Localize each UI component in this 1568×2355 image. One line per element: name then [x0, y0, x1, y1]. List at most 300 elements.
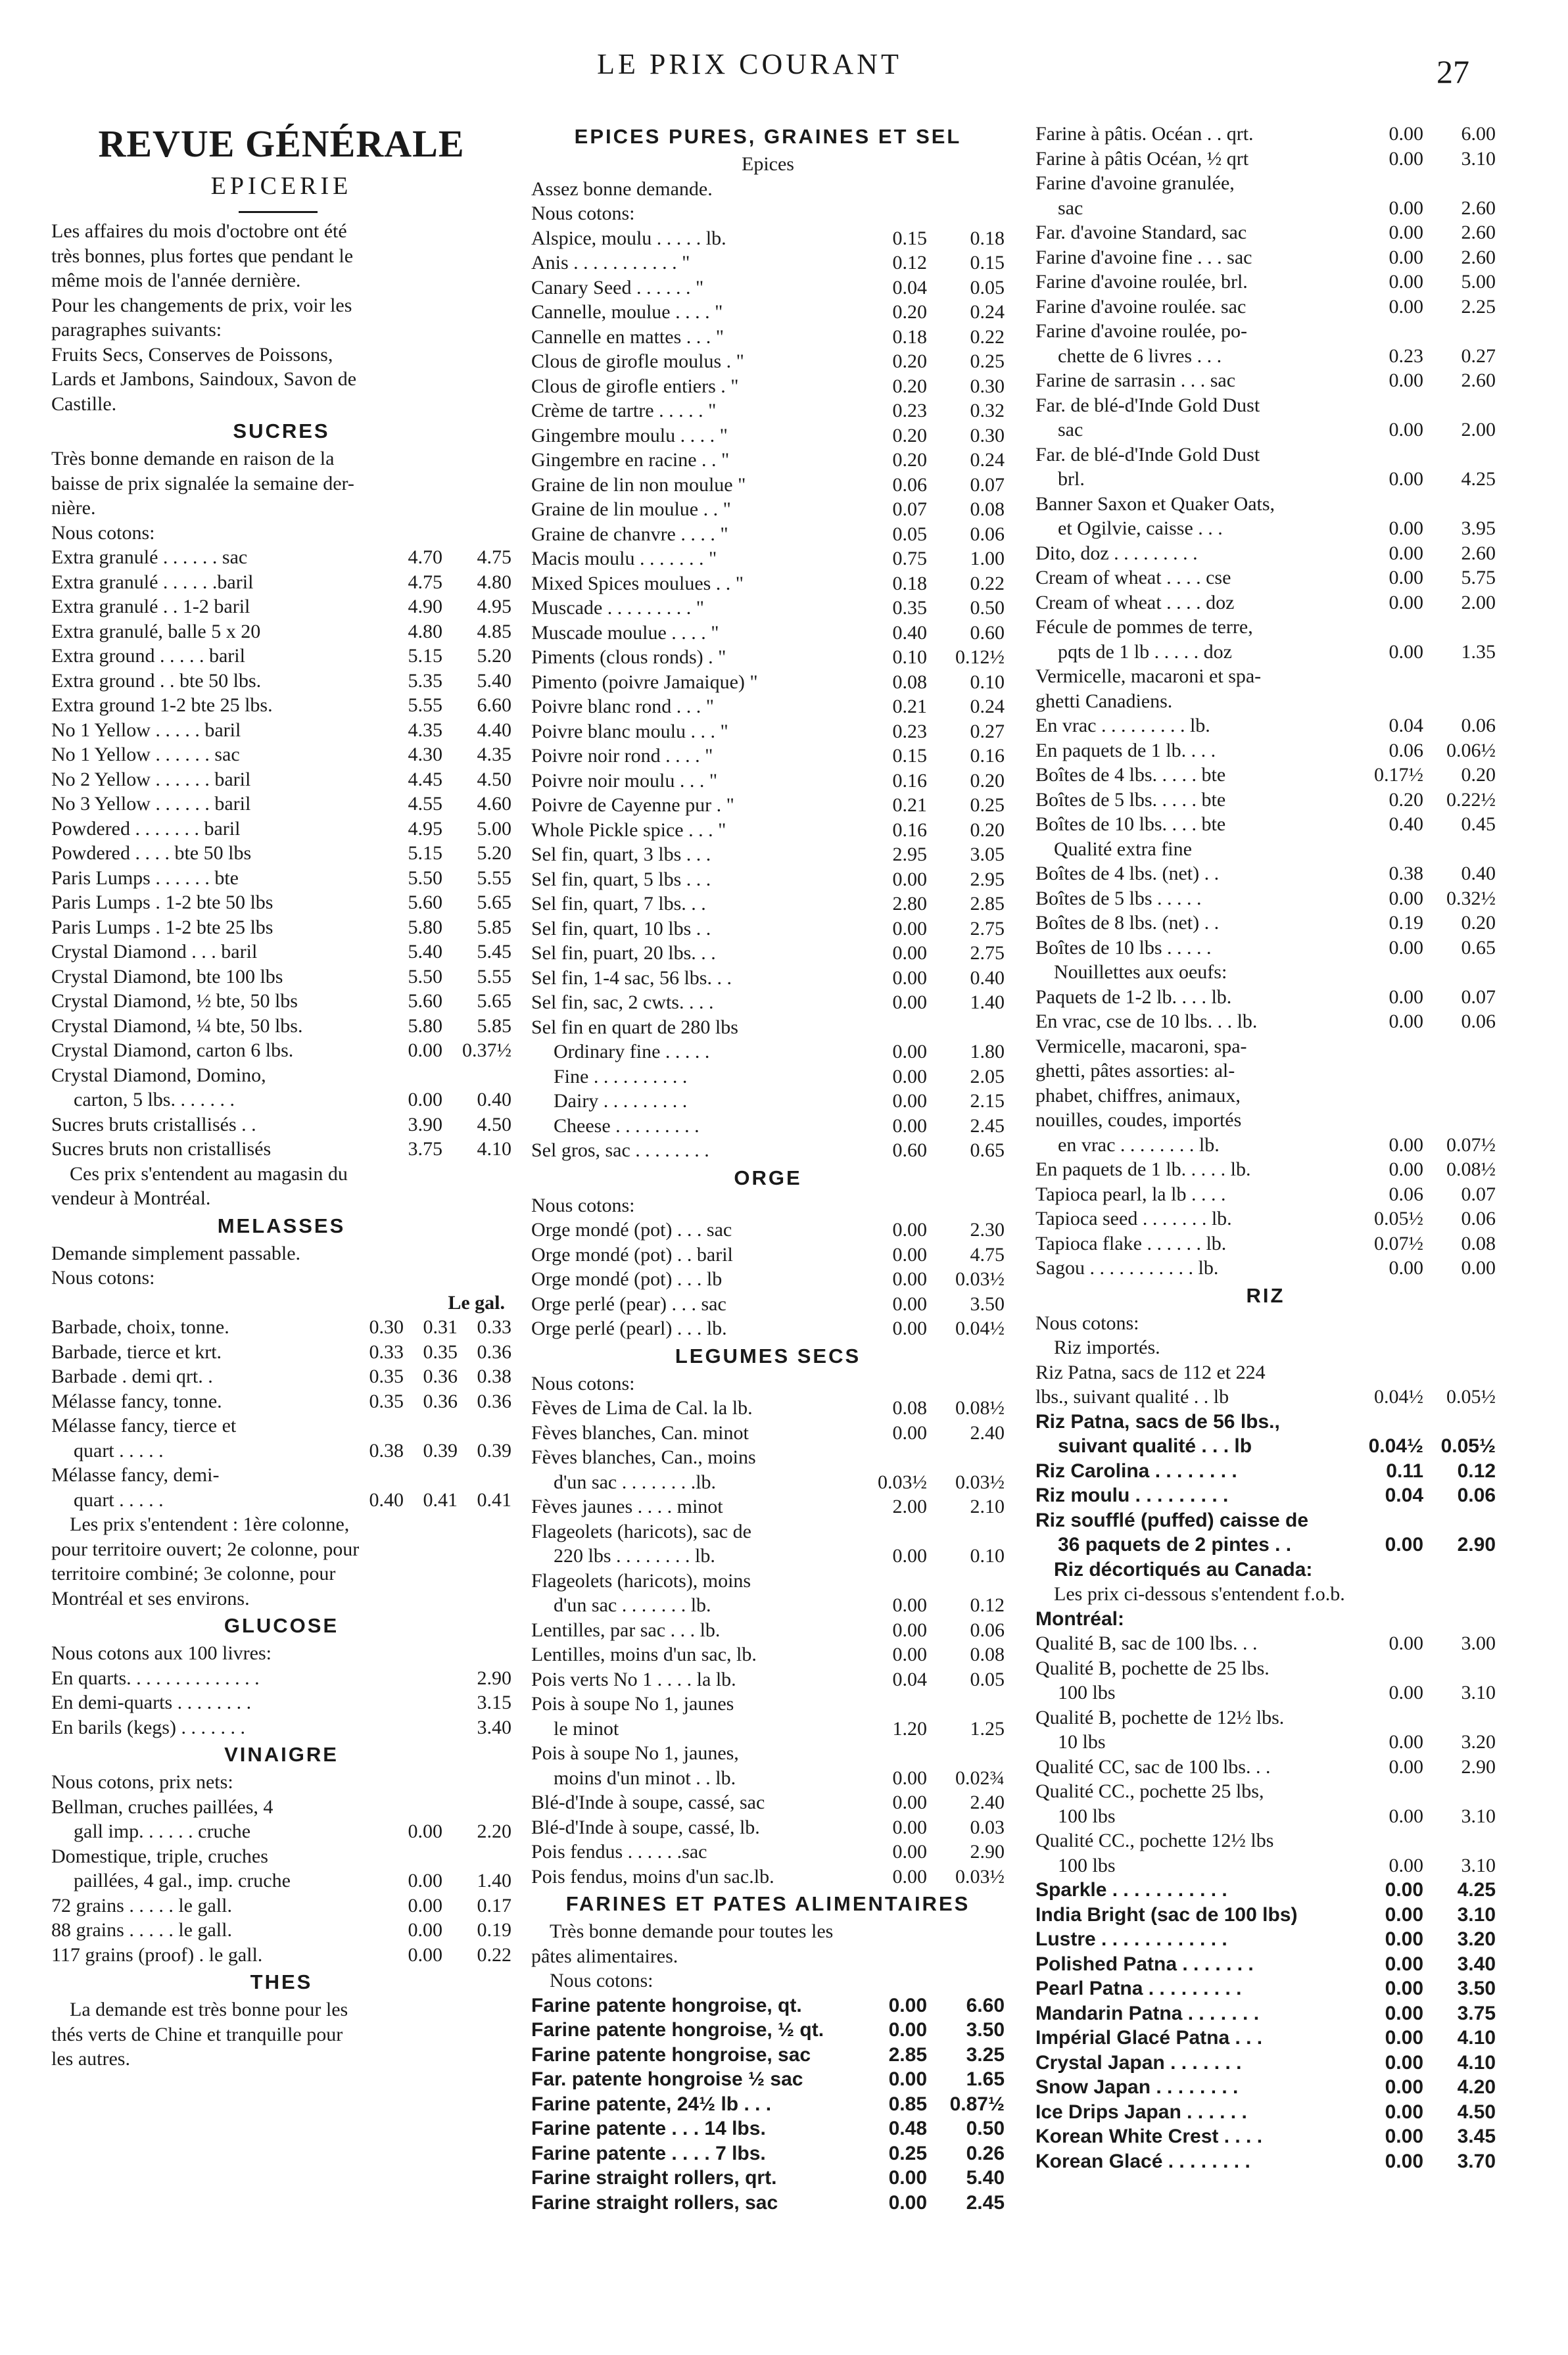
item-label: Lentilles, moins d'un sac, lb.	[531, 1644, 757, 1665]
price-value-2: 3.00	[1461, 1632, 1496, 1654]
price-value-2: 4.80	[477, 571, 511, 593]
price-row	[531, 2092, 1005, 2117]
item-label: No 3 Yellow . . . . . . baril	[51, 793, 251, 815]
price-value-1: 0.00	[1389, 222, 1423, 243]
price-value-2: 0.08½	[955, 1397, 1005, 1419]
price-row	[531, 1267, 1005, 1292]
text-line	[51, 1266, 511, 1291]
price-value-1: 0.00	[892, 991, 927, 1013]
price-value-1: 5.40	[408, 941, 442, 963]
item-label: Macis moulu . . . . . . . "	[531, 548, 717, 569]
price-value-2: 0.05½	[1446, 1386, 1496, 1408]
item-label: India Bright (sac de 100 lbs)	[1035, 1903, 1298, 1926]
price-value-1: 0.00	[888, 2068, 927, 2090]
text-content: Riz Patna, sacs de 56 lbs.,	[1035, 1410, 1280, 1433]
text-line	[1035, 1059, 1496, 1083]
price-value-1: 3.40	[477, 1716, 511, 1738]
price-value-2: 2.05	[970, 1065, 1005, 1087]
section-heading: RIZ	[1246, 1283, 1285, 1307]
price-value-2: 2.30	[970, 1219, 1005, 1241]
text-content: très bonnes, plus fortes que pendant le	[51, 245, 354, 267]
price-value-2: 0.24	[970, 301, 1005, 323]
item-label: Farine d'avoine roulée. sac	[1035, 295, 1247, 318]
price-row	[531, 769, 1005, 794]
price-row	[1035, 1483, 1496, 1508]
text-content: Flageolets (haricots), sac de	[531, 1520, 751, 1542]
price-value-2: 5.45	[477, 941, 511, 963]
price-row	[531, 867, 1005, 892]
price-value-1: 0.08	[892, 1397, 927, 1419]
price-row	[531, 1593, 1005, 1618]
price-value-1: 0.35	[369, 1390, 404, 1412]
text-line	[51, 2047, 511, 2072]
price-value-2: 0.24	[970, 449, 1005, 471]
price-row	[51, 1389, 511, 1414]
item-label: Poivre noir moulu . . . "	[531, 769, 718, 792]
item-label: pqts de 1 lb . . . . . doz	[1058, 640, 1232, 663]
price-value-1: 2.00	[892, 1496, 927, 1517]
text-content: Qualité B, pochette de 25 lbs.	[1035, 1657, 1270, 1679]
text-line	[51, 1586, 511, 1611]
item-label: Cream of wheat . . . . cse	[1035, 567, 1231, 588]
item-label: Orge perlé (pearl) . . . lb.	[531, 1318, 727, 1339]
section-title: REVUE GÉNÉRALE	[98, 122, 465, 165]
price-value-2: 0.30	[970, 424, 1005, 446]
price-value-1: 4.35	[408, 719, 442, 741]
price-row	[1035, 1878, 1496, 1903]
price-row	[1035, 344, 1496, 369]
price-row	[531, 1642, 1005, 1667]
price-value-2: 3.50	[966, 2019, 1005, 2041]
item-label: Ordinary fine . . . . .	[554, 1041, 710, 1062]
text-line	[531, 1371, 1005, 1396]
price-row	[531, 1421, 1005, 1446]
price-value-2: 5.85	[477, 1014, 511, 1037]
item-label: Muscade moulue . . . . "	[531, 621, 719, 644]
item-label: Fèves jaunes . . . . minot	[531, 1496, 723, 1517]
price-row	[51, 594, 511, 619]
text-line	[531, 1919, 1005, 1944]
price-value-1: 0.00	[892, 1865, 927, 1888]
divider	[51, 206, 511, 219]
price-value-2: 0.25	[970, 350, 1005, 372]
price-row	[51, 890, 511, 915]
price-row	[1035, 2100, 1496, 2125]
price-value-1: 0.00	[408, 1919, 442, 1941]
price-row	[531, 1790, 1005, 1815]
price-value-2: 4.60	[477, 793, 511, 815]
price-value-2: 5.20	[477, 645, 511, 667]
item-label: Poivre blanc moulu . . . "	[531, 720, 728, 742]
text-line	[51, 1997, 511, 2022]
price-row	[1035, 1680, 1496, 1705]
price-row	[1035, 220, 1496, 245]
price-value-1: 0.16	[892, 819, 927, 841]
price-value-2: 0.12½	[955, 646, 1005, 668]
price-value-1: 0.00	[888, 1994, 927, 2016]
price-row	[531, 1815, 1005, 1840]
price-value-2: 0.06	[970, 523, 1005, 545]
price-value-2: 2.00	[1461, 591, 1496, 613]
item-label: suivant qualité . . . lb	[1058, 1435, 1252, 1457]
item-label: Boîtes de 4 lbs. (net) . .	[1035, 863, 1220, 884]
price-value-1: 0.00	[1389, 986, 1423, 1008]
text-content: Domestique, triple, cruches	[51, 1845, 268, 1867]
text-content: Far. de blé-d'Inde Gold Dust	[1035, 443, 1260, 465]
price-row	[1035, 1182, 1496, 1207]
price-row	[51, 792, 511, 817]
price-value-1: 0.00	[888, 2191, 927, 2214]
text-content: Nouillettes aux oeufs:	[1054, 961, 1227, 983]
price-row	[1035, 763, 1496, 788]
price-value-1: 0.00	[1385, 2126, 1423, 2147]
price-value-2: 2.60	[1461, 222, 1496, 243]
price-value-2: 4.10	[1457, 2027, 1496, 2049]
price-value-1: 5.60	[408, 990, 442, 1012]
price-value-1: 0.19	[1389, 912, 1423, 934]
text-line	[531, 177, 1005, 202]
item-label: 220 lbs . . . . . . . . lb.	[554, 1545, 715, 1567]
item-label: Paris Lumps . 1-2 bte 50 lbs	[51, 892, 273, 913]
item-label: Boîtes de 5 lbs . . . . .	[1035, 887, 1202, 909]
item-label: Crystal Diamond, ¼ bte, 50 lbs.	[51, 1014, 303, 1037]
price-value-2: 0.25	[970, 794, 1005, 816]
text-line	[531, 1968, 1005, 1993]
text-line	[51, 471, 511, 496]
item-label: 100 lbs	[1058, 1682, 1116, 1703]
price-row	[531, 1766, 1005, 1791]
price-value-2: 0.32	[970, 400, 1005, 421]
item-label: Orge mondé (pot) . . . lb	[531, 1268, 723, 1290]
text-content: Assez bonne demande.	[531, 178, 713, 200]
item-label: Barbade . demi qrt. .	[51, 1366, 213, 1387]
text-line	[51, 1795, 511, 1820]
item-label: brl.	[1058, 468, 1085, 490]
price-value-2: 3.20	[1461, 1731, 1496, 1753]
price-value-1: 0.40	[369, 1488, 404, 1511]
price-row	[531, 1494, 1005, 1519]
price-row	[1035, 1385, 1496, 1410]
text-content: Très bonne demande en raison de la	[51, 448, 335, 469]
text-content: Pois à soupe No 1, jaunes,	[531, 1742, 739, 1764]
price-value-1: 0.00	[1389, 1805, 1423, 1827]
item-label: Fèves de Lima de Cal. la lb.	[531, 1397, 753, 1419]
price-row	[1035, 911, 1496, 936]
price-row	[531, 1316, 1005, 1341]
price-value-1: 0.23	[892, 400, 927, 421]
item-label: No 1 Yellow . . . . . baril	[51, 719, 241, 741]
text-content: Lards et Jambons, Saindoux, Savon de	[51, 368, 357, 390]
item-label: Farine patente hongroise, ½ qt.	[531, 2019, 824, 2041]
price-value-2: 1.25	[970, 1717, 1005, 1740]
price-value-2: 3.10	[1461, 147, 1496, 170]
item-label: Tapioca pearl, la lb . . . .	[1035, 1183, 1226, 1205]
price-row	[1035, 516, 1496, 541]
price-row	[1035, 196, 1496, 221]
price-value-2: 0.03	[970, 1816, 1005, 1838]
price-value-1: 0.00	[1389, 1133, 1423, 1156]
text-content: même mois de l'année dernière.	[51, 270, 301, 291]
price-value-2: 3.10	[1457, 1903, 1496, 1926]
price-row	[1035, 295, 1496, 320]
price-value-1: 0.00	[892, 942, 927, 964]
price-row	[531, 2067, 1005, 2092]
price-row	[531, 744, 1005, 769]
item-label: Sucres bruts cristallisés . .	[51, 1113, 256, 1135]
item-label: Farine patente, 24½ lb . . .	[531, 2093, 772, 2115]
price-value-1: 0.06	[892, 473, 927, 496]
text-content: Nous cotons:	[531, 1372, 635, 1394]
price-value-2: 1.40	[970, 991, 1005, 1013]
text-line	[1035, 1410, 1496, 1435]
item-label: Sagou . . . . . . . . . . . lb.	[1035, 1257, 1219, 1279]
price-value-1: 2.80	[892, 893, 927, 915]
item-label: Sucres bruts non cristallisés	[51, 1138, 272, 1160]
price-value-2: 0.20	[1461, 912, 1496, 934]
price-value-1: 0.38	[1389, 863, 1423, 884]
price-value-1: 0.20	[1389, 788, 1423, 811]
section-subtitle: EPICERIE	[210, 172, 352, 200]
price-row	[51, 693, 511, 718]
price-value-1: 0.00	[1385, 1879, 1423, 1901]
price-row	[1035, 985, 1496, 1010]
price-value-2: 1.00	[970, 548, 1005, 569]
item-label: Extra ground 1-2 bte 25 lbs.	[51, 694, 273, 716]
item-label: Farine patente hongroise, sac	[531, 2043, 811, 2066]
item-label: Mandarin Patna . . . . . . .	[1035, 2002, 1260, 2024]
text-line	[51, 1186, 511, 1211]
item-label: Boîtes de 10 lbs . . . . .	[1035, 936, 1212, 959]
price-value-2: 2.60	[1461, 246, 1496, 268]
price-value-2: 4.10	[477, 1138, 511, 1160]
price-value-1: 0.25	[888, 2142, 927, 2164]
price-row	[51, 841, 511, 866]
column-right	[1035, 122, 1496, 2174]
price-row	[531, 1218, 1005, 1243]
item-label: 72 grains . . . . . le gall.	[51, 1894, 232, 1916]
text-content: Farine d'avoine roulée, po-	[1035, 320, 1247, 342]
price-value-1: 0.00	[892, 1293, 927, 1315]
price-value-2: 0.06	[970, 1619, 1005, 1641]
item-label: Pois fendus . . . . . .sac	[531, 1841, 707, 1863]
price-row	[531, 2191, 1005, 2216]
text-line	[531, 1944, 1005, 1969]
price-value-1: 0.00	[1389, 1158, 1423, 1180]
item-label: Sel fin, quart, 5 lbs . . .	[531, 868, 711, 890]
price-value-2: 0.32½	[1446, 887, 1496, 909]
price-value-1: 0.40	[1389, 813, 1423, 835]
price-row	[51, 1315, 511, 1340]
text-line	[51, 1463, 511, 1488]
price-row	[51, 1087, 511, 1112]
text-content: vendeur à Montréal.	[51, 1187, 211, 1209]
price-value-1: 0.00	[888, 2167, 927, 2189]
item-label: 100 lbs	[1058, 1805, 1116, 1827]
item-label: Pimento (poivre Jamaique) "	[531, 671, 758, 693]
price-row	[1035, 886, 1496, 911]
price-row	[51, 1893, 511, 1918]
price-value-2: 5.40	[966, 2167, 1005, 2189]
text-line	[51, 1063, 511, 1088]
price-value-1: 5.50	[408, 867, 442, 889]
price-value-2: 2.95	[970, 868, 1005, 890]
price-value-1: 4.70	[408, 546, 442, 568]
price-row	[1035, 788, 1496, 813]
price-value-1: 2.95	[892, 844, 927, 865]
price-value-2: 0.00	[1461, 1257, 1496, 1279]
item-label: Powdered . . . . bte 50 lbs	[51, 842, 252, 864]
text-line	[531, 1519, 1005, 1544]
price-value-2: 4.20	[1457, 2076, 1496, 2098]
text-line	[51, 521, 511, 546]
section-heading: EPICES PURES, GRAINES ET SEL	[574, 125, 962, 148]
price-row	[531, 1618, 1005, 1643]
price-value-3: 0.41	[477, 1488, 511, 1511]
price-row	[531, 694, 1005, 719]
price-value-2: 3.10	[1461, 1854, 1496, 1876]
price-row	[51, 570, 511, 595]
price-row	[531, 2043, 1005, 2068]
price-row	[531, 842, 1005, 867]
text-line	[51, 367, 511, 392]
price-value-1: 0.04	[892, 1668, 927, 1690]
text-content: baisse de prix signalée la semaine der-	[51, 472, 354, 494]
page-number: 27	[1437, 53, 1469, 90]
price-value-2: 5.55	[477, 965, 511, 987]
price-row	[531, 596, 1005, 621]
price-value-1: 0.00	[1389, 468, 1423, 490]
price-value-2: 0.03½	[955, 1471, 1005, 1493]
price-value-2: 0.10	[970, 671, 1005, 693]
text-line	[531, 201, 1005, 226]
item-label: Farine straight rollers, qrt.	[531, 2167, 777, 2189]
item-label: Farine straight rollers, sac	[531, 2191, 778, 2214]
item-label: En quarts. . . . . . . . . . . . . .	[51, 1667, 260, 1689]
price-row	[51, 989, 511, 1014]
text-content: thés verts de Chine et tranquille pour	[51, 2023, 343, 2045]
price-row	[531, 2018, 1005, 2043]
price-value-1: 0.00	[1385, 2150, 1423, 2172]
price-value-2: 6.00	[1461, 123, 1496, 145]
price-value-2: 2.45	[966, 2191, 1005, 2214]
price-row	[51, 545, 511, 570]
text-content: Pois à soupe No 1, jaunes	[531, 1693, 734, 1715]
item-label: Qualité CC, sac de 100 lbs. . .	[1035, 1755, 1271, 1778]
item-label: Crystal Diamond . . . baril	[51, 941, 258, 963]
price-row	[1035, 1434, 1496, 1459]
price-value-1: 0.04	[1389, 715, 1423, 736]
price-value-2: 0.40	[970, 966, 1005, 989]
price-value-2: 2.00	[1461, 419, 1496, 440]
price-value-1: 0.35	[369, 1366, 404, 1387]
price-value-2: 4.95	[477, 596, 511, 617]
price-value-1: 0.00	[1389, 419, 1423, 440]
item-label: Extra granulé . . 1-2 baril	[51, 596, 250, 617]
price-value-2: 0.05	[970, 276, 1005, 298]
text-line	[51, 1241, 511, 1266]
item-label: En paquets de 1 lb. . . . . lb.	[1035, 1158, 1251, 1180]
price-value-1: 0.04½	[1374, 1386, 1423, 1408]
price-value-2: 1.65	[966, 2068, 1005, 2090]
item-label: Mélasse fancy, tonne.	[51, 1390, 222, 1412]
price-value-2: 0.35	[423, 1341, 458, 1363]
price-value-2: 2.90	[1461, 1755, 1496, 1778]
price-value-1: 0.00	[1385, 1534, 1423, 1556]
price-value-1: 1.20	[892, 1717, 927, 1740]
price-value-2: 3.95	[1461, 517, 1496, 539]
item-label: Farine à pâtis. Océan . . qrt.	[1035, 123, 1254, 145]
price-value-2: 5.40	[477, 669, 511, 692]
item-label: Pois fendus, moins d'un sac.lb.	[531, 1865, 774, 1888]
item-label: Crystal Diamond, bte 100 lbs	[51, 965, 283, 987]
section-heading: GLUCOSE	[224, 1614, 339, 1637]
section-heading: SUCRES	[233, 419, 330, 442]
price-value-2: 2.75	[970, 942, 1005, 964]
price-value-1: 0.00	[892, 1219, 927, 1241]
item-label: 117 grains (proof) . le gall.	[51, 1943, 263, 1966]
text-content: Très bonne demande pour toutes les	[550, 1920, 834, 1942]
price-value-2: 0.08	[970, 1644, 1005, 1665]
price-row	[531, 1667, 1005, 1692]
text-line	[531, 1193, 1005, 1218]
price-value-1: 0.05½	[1374, 1208, 1423, 1229]
item-label: Piments (clous ronds) . "	[531, 646, 726, 668]
text-line	[51, 1512, 511, 1537]
item-label: Barbade, choix, tonne.	[51, 1316, 229, 1338]
price-value-2: 5.00	[477, 817, 511, 840]
text-line	[1035, 615, 1496, 640]
item-label: 36 paquets de 2 pintes . .	[1058, 1534, 1292, 1556]
price-value-2: 4.10	[1457, 2051, 1496, 2074]
price-row	[51, 742, 511, 767]
price-value-1: 0.20	[892, 424, 927, 446]
item-label: Orge perlé (pear) . . . sac	[531, 1293, 726, 1315]
item-label: Sel fin, quart, 7 lbs. . .	[531, 893, 706, 915]
price-row	[51, 1943, 511, 1968]
text-line	[51, 2022, 511, 2047]
price-value-2: 5.65	[477, 990, 511, 1012]
text-content: Sel fin en quart de 280 lbs	[531, 1016, 738, 1038]
item-label: Farine de sarrasin . . . sac	[1035, 369, 1236, 391]
price-row	[51, 644, 511, 669]
price-value-1: 0.60	[892, 1139, 927, 1161]
price-value-2: 3.25	[966, 2043, 1005, 2066]
item-label: Boîtes de 5 lbs. . . . . bte	[1035, 788, 1226, 811]
price-value-3: 0.38	[477, 1366, 511, 1387]
text-line	[1035, 442, 1496, 467]
item-label: Poivre blanc rond . . . "	[531, 696, 715, 717]
price-row	[531, 1865, 1005, 1890]
price-value-1: 0.00	[1389, 1011, 1423, 1032]
price-value-1: 0.00	[408, 1039, 442, 1061]
unit-label: Le gal.	[448, 1291, 505, 1314]
text-content: Crystal Diamond, Domino,	[51, 1064, 266, 1086]
item-label: et Ogilvie, caisse . . .	[1058, 517, 1223, 539]
text-content: Mélasse fancy, demi-	[51, 1464, 220, 1486]
price-row	[51, 1715, 511, 1740]
price-value-1: 0.00	[1389, 1854, 1423, 1876]
price-value-2: 2.40	[970, 1421, 1005, 1444]
price-value-1: 0.00	[892, 966, 927, 989]
price-value-1: 0.38	[369, 1439, 404, 1462]
item-label: Paris Lumps . . . . . . bte	[51, 867, 239, 889]
price-row	[51, 1868, 511, 1893]
text-line	[51, 318, 511, 343]
text-line	[51, 392, 511, 417]
price-value-1: 0.23	[1389, 345, 1423, 367]
item-label: Lentilles, par sac . . . lb.	[531, 1619, 721, 1641]
text-content: Mélasse fancy, tierce et	[51, 1415, 237, 1437]
